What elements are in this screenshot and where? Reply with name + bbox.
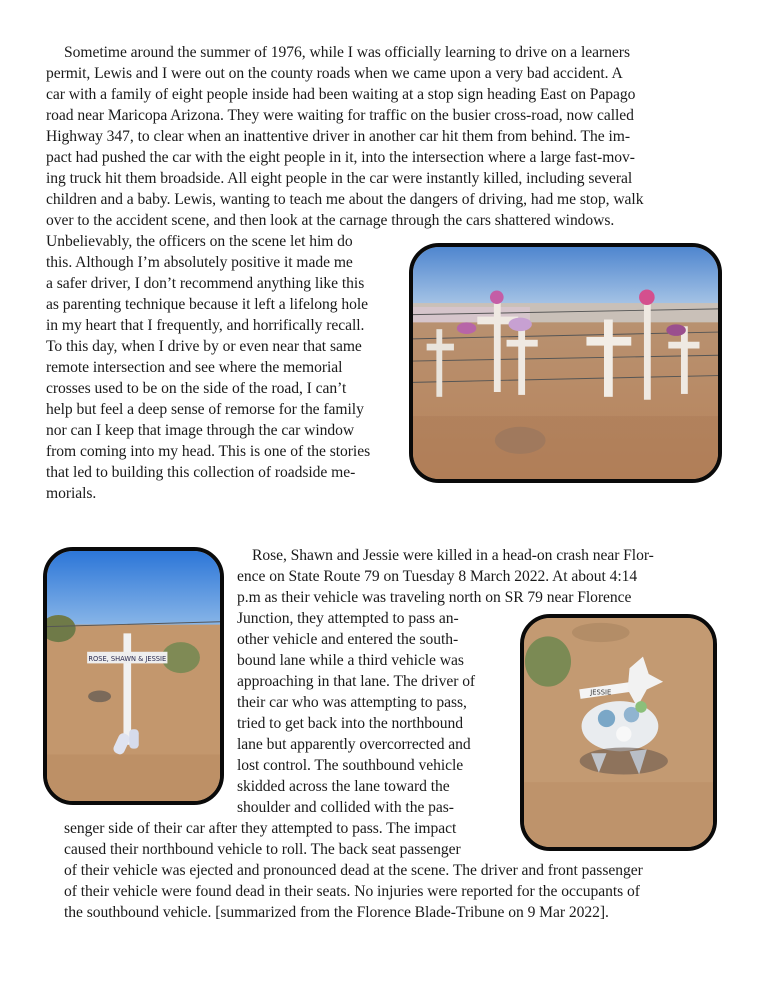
photo-rose-shawn-jessie-image bbox=[47, 551, 220, 801]
text-line: children and a baby. Lewis, wanting to teach me about the dangers of driving, had me stop, walk bbox=[46, 191, 644, 208]
text-line: bound lane while a third vehicle was bbox=[237, 652, 464, 669]
text-line: To this day, when I drive by or even near that same bbox=[46, 338, 362, 355]
text-line: skidded across the lane toward the bbox=[237, 778, 450, 795]
photo-jessie-flowers bbox=[520, 614, 717, 851]
text-line: Rose, Shawn and Jessie were killed in a head-on crash near Flor- bbox=[252, 547, 654, 564]
text-line: over to the accident scene, and then look at the carnage through the cars shattered windows. bbox=[46, 212, 615, 229]
text-line: morials. bbox=[46, 485, 97, 502]
text-line: other vehicle and entered the south- bbox=[237, 631, 459, 648]
text-line: Unbelievably, the officers on the scene let him do bbox=[46, 233, 353, 250]
text-line: road near Maricopa Arizona. They were waiting for traffic on the busier cross-road, now called bbox=[46, 107, 634, 124]
text-line: their car who was attempting to pass, bbox=[237, 694, 467, 711]
text-line: help but feel a deep sense of remorse for the family bbox=[46, 401, 364, 418]
text-line: Highway 347, to clear when an inattentive driver in another car hit them from behind. The im- bbox=[46, 128, 630, 145]
text-line: nor can I keep that image through the car window bbox=[46, 422, 355, 439]
text-line: remote intersection and see where the memorial bbox=[46, 359, 343, 376]
text-line: the southbound vehicle. [summarized from the Florence Blade-Tribune on 9 Mar 2022]. bbox=[64, 904, 609, 921]
text-line: tried to get back into the northbound bbox=[237, 715, 463, 732]
text-line: senger side of their car after they attempted to pass. The impact bbox=[64, 820, 457, 837]
text-line: this. Although I’m absolutely positive it made me bbox=[46, 254, 353, 271]
text-line: car with a family of eight people inside had been waiting at a stop sign heading East on Papago bbox=[46, 86, 636, 103]
text-line: Junction, they attempted to pass an- bbox=[237, 610, 459, 627]
text-line: a safer driver, I don’t recommend anything like this bbox=[46, 275, 365, 292]
text-line: approaching in that lane. The driver of bbox=[237, 673, 476, 690]
photo-memorial-crosses-image bbox=[413, 247, 718, 479]
text-line: of their vehicle was ejected and pronounced dead at the scene. The driver and front passenger bbox=[64, 862, 643, 879]
photo-jessie-flowers-image bbox=[524, 618, 713, 847]
text-line: lost control. The southbound vehicle bbox=[237, 757, 464, 774]
cross-label: ROSE, SHAWN & JESSIE bbox=[88, 654, 167, 663]
text-line: crosses used to be on the side of the road, I can’t bbox=[46, 380, 347, 397]
text-line: that led to building this collection of roadside me- bbox=[46, 464, 356, 481]
text-line: of their vehicle were found dead in their seats. No injuries were reported for the occupants of bbox=[64, 883, 640, 900]
text-line: Sometime around the summer of 1976, while I was officially learning to drive on a learners bbox=[64, 44, 630, 61]
text-line: caused their northbound vehicle to roll. The back seat passenger bbox=[64, 841, 461, 858]
text-line: pact had pushed the car with the eight people in it, into the intersection where a large fast-mov- bbox=[46, 149, 635, 166]
text-line: p.m as their vehicle was traveling north on SR 79 near Florence bbox=[237, 589, 632, 606]
text-line: in my heart that I frequently, and horrifically recall. bbox=[46, 317, 365, 334]
text-line: from coming into my head. This is one of the stories bbox=[46, 443, 371, 460]
jessie-label: JESSIE bbox=[590, 688, 612, 697]
text-line: lane but apparently overcorrected and bbox=[237, 736, 471, 753]
photo-rose-shawn-jessie-cross bbox=[43, 547, 224, 805]
text-line: ing truck hit them broadside. All eight people in the car were instantly killed, including several bbox=[46, 170, 633, 187]
text-line: shoulder and collided with the pas- bbox=[237, 799, 454, 816]
photo-memorial-crosses bbox=[409, 243, 722, 483]
text-line: permit, Lewis and I were out on the county roads when we came upon a very bad accident. A bbox=[46, 65, 623, 82]
text-line: ence on State Route 79 on Tuesday 8 March 2022. At about 4:14 bbox=[237, 568, 638, 585]
text-line: as parenting technique because it left a lifelong hole bbox=[46, 296, 369, 313]
